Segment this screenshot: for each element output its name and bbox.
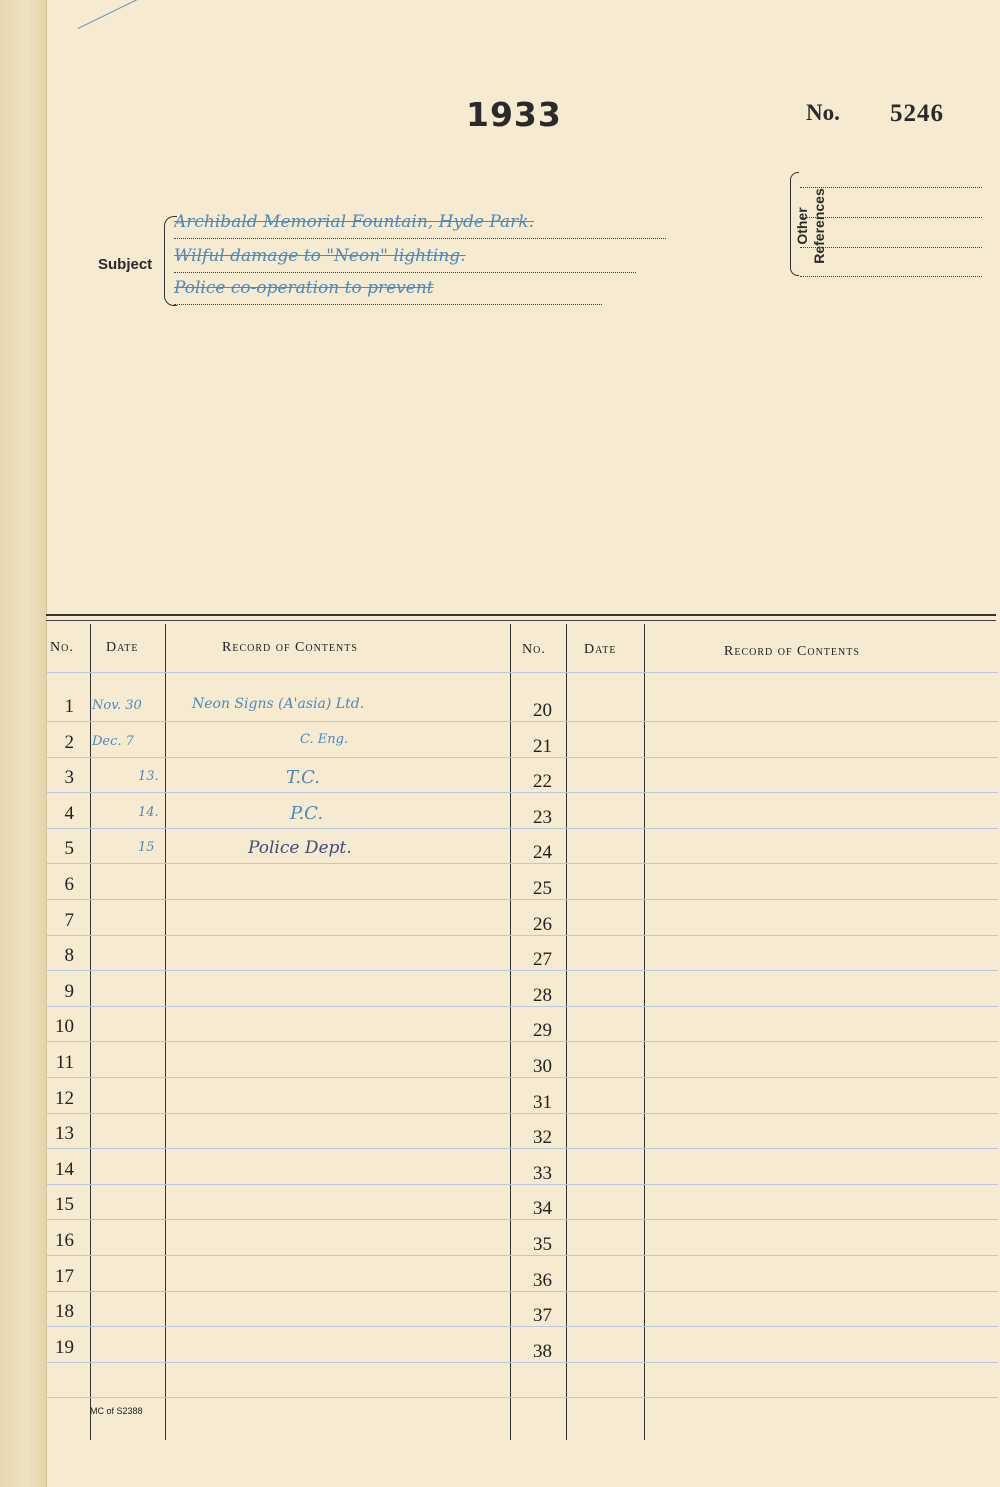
- row-date: 15: [138, 840, 155, 856]
- row-number-right: 25: [533, 878, 552, 899]
- row-number-right: 36: [533, 1269, 552, 1291]
- subject-line-2: Wilful damage to "Neon" lighting.: [174, 246, 636, 273]
- row-number-left: 17: [55, 1265, 74, 1287]
- row-number-left: 7: [64, 909, 74, 931]
- column-divider: [510, 624, 511, 1440]
- subject-label: Subject: [98, 256, 153, 273]
- row-number-right: 37: [533, 1305, 552, 1327]
- row-number-right: 23: [533, 806, 552, 828]
- header-record-left: Record of Contents: [222, 640, 358, 655]
- header-no-left: No.: [50, 640, 74, 655]
- row-number-right: 29: [533, 1020, 552, 1042]
- column-divider: [165, 624, 166, 1440]
- reference-line-4: [800, 276, 982, 277]
- reference-line-2: [800, 217, 982, 218]
- form-code: MC of S2388: [90, 1406, 143, 1416]
- row-record: Police Dept.: [248, 838, 352, 859]
- row-number-left: 19: [55, 1336, 74, 1358]
- reference-line-1: [800, 187, 982, 188]
- row-date: 14.: [138, 804, 159, 820]
- number-label: No.: [806, 100, 840, 125]
- row-date: Dec. 7: [92, 733, 134, 749]
- binding-spine: [0, 0, 47, 1487]
- header-rule: [46, 672, 998, 673]
- row-number-left: 11: [55, 1052, 74, 1073]
- table-top-rule: [46, 614, 996, 616]
- row-number-right: 35: [533, 1234, 552, 1255]
- row-number-right: 28: [533, 984, 552, 1006]
- pen-mark: [78, 0, 196, 30]
- row-number-left: 12: [55, 1087, 74, 1109]
- subject-line-1: Archibald Memorial Fountain, Hyde Park.: [174, 212, 666, 239]
- row-date: Nov. 30: [92, 698, 142, 713]
- row-number-right: 38: [533, 1340, 552, 1362]
- file-number: 5246: [890, 100, 944, 127]
- row-number-left: 15: [55, 1194, 74, 1216]
- row-record: C. Eng.: [300, 731, 349, 747]
- column-divider: [644, 624, 645, 1440]
- column-divider: [566, 624, 567, 1440]
- row-number-right: 20: [533, 700, 552, 721]
- row-number-left: 5: [64, 838, 74, 860]
- row-number-left: 16: [55, 1230, 74, 1251]
- row-number-left: 18: [55, 1301, 74, 1323]
- row-number-left: 3: [64, 767, 74, 789]
- row-number-left: 10: [55, 1016, 74, 1038]
- row-record: Neon Signs (A'asia) Ltd.: [192, 696, 365, 712]
- column-divider: [90, 624, 91, 1440]
- row-record: P.C.: [290, 802, 324, 824]
- row-record: T.C.: [286, 767, 320, 789]
- reference-line-3: [800, 247, 982, 248]
- row-number-right: 21: [533, 735, 552, 757]
- row-rule: [46, 1397, 998, 1398]
- row-number-left: 6: [64, 874, 74, 895]
- row-number-left: 13: [55, 1123, 74, 1145]
- header-no-right: No.: [522, 642, 546, 657]
- header-date-right: Date: [584, 642, 617, 657]
- other-references-label: Other References: [794, 188, 827, 264]
- row-number-right: 31: [533, 1091, 552, 1113]
- subject-line-3: Police co-operation to prevent: [174, 278, 602, 305]
- row-number-left: 2: [64, 731, 74, 753]
- table-top-rule-inner: [46, 620, 996, 621]
- year: 1933: [466, 95, 562, 134]
- row-number-left: 9: [64, 980, 74, 1002]
- row-date: 13.: [138, 769, 159, 785]
- row-number-left: 8: [64, 945, 74, 967]
- row-number-right: 30: [533, 1056, 552, 1077]
- row-number-right: 33: [533, 1162, 552, 1184]
- row-number-right: 24: [533, 842, 552, 864]
- row-number-left: 14: [55, 1158, 74, 1180]
- row-number-right: 34: [533, 1198, 552, 1220]
- references-brace: [790, 172, 799, 276]
- header-record-right: Record of Contents: [724, 644, 860, 659]
- header-date-left: Date: [106, 640, 139, 655]
- row-number-left: 4: [64, 802, 74, 824]
- row-number-right: 27: [533, 949, 552, 971]
- row-number-left: 1: [64, 696, 74, 717]
- row-number-right: 32: [533, 1127, 552, 1149]
- row-number-right: 22: [533, 771, 552, 793]
- row-number-right: 26: [533, 913, 552, 935]
